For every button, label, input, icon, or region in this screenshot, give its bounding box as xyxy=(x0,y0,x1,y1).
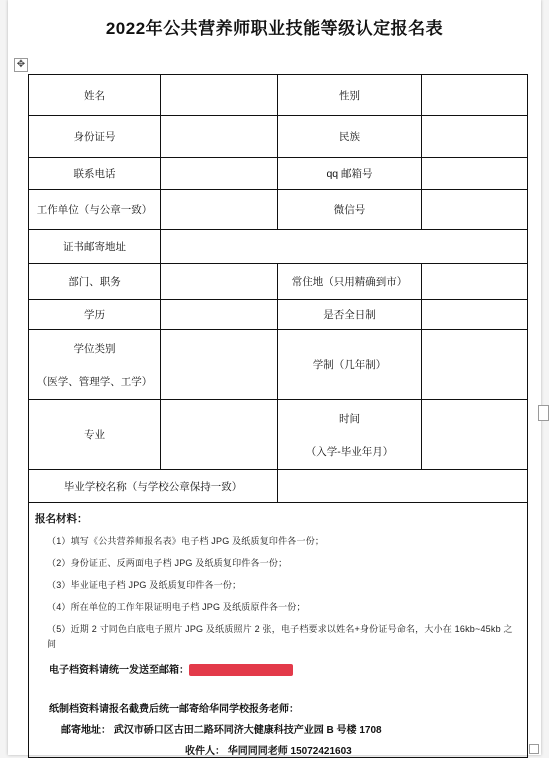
gender-label: 性别 xyxy=(278,75,422,116)
school-system-field[interactable] xyxy=(422,330,528,400)
qq-email-field[interactable] xyxy=(422,158,528,190)
qq-email-label: qq 邮箱号 xyxy=(278,158,422,190)
table-row xyxy=(29,190,528,230)
table-row xyxy=(29,116,528,158)
registration-form-table xyxy=(28,74,528,758)
cert-address-field[interactable] xyxy=(161,230,528,264)
wechat-label: 微信号 xyxy=(278,190,422,230)
page-title: 2022年公共营养师职业技能等级认定报名表 xyxy=(105,19,444,38)
school-name-label: 毕业学校名称（与学校公章保持一致） xyxy=(29,470,278,503)
major-field[interactable] xyxy=(161,400,278,470)
education-label: 学历 xyxy=(29,300,161,330)
mail-heading: 纸制档资料请报名截费后统一邮寄给华同学校报务老师： xyxy=(49,704,299,716)
id-number-label: 身份证号 xyxy=(29,116,161,158)
email-label: 电子档资料请统一发送至邮箱： xyxy=(49,665,189,676)
ethnicity-label: 民族 xyxy=(278,116,422,158)
material-item: （2）身份证正、反两面电子档 JPG 及纸质复印件各一份； xyxy=(47,558,288,568)
resize-handle-icon[interactable] xyxy=(538,405,549,421)
redacted-email xyxy=(189,664,293,676)
time-field[interactable] xyxy=(422,400,528,470)
table-resize-handle-icon[interactable] xyxy=(529,744,539,754)
major-label: 专业 xyxy=(29,400,161,470)
degree-field[interactable] xyxy=(161,330,278,400)
table-row xyxy=(29,264,528,300)
education-field[interactable] xyxy=(161,300,278,330)
department-label: 部门、职务 xyxy=(29,264,161,300)
name-label: 姓名 xyxy=(29,75,161,116)
name-field[interactable] xyxy=(161,75,278,116)
table-row xyxy=(29,158,528,190)
table-row xyxy=(29,470,528,503)
degree-label xyxy=(29,330,161,400)
table-row xyxy=(29,330,528,400)
material-item: （1）填写《公共营养师报名表》电子档 JPG 及纸质复印件各一份； xyxy=(47,536,325,546)
material-item: （3）毕业证电子档 JPG 及纸质复印件各一份； xyxy=(47,580,242,590)
work-unit-label: 工作单位（与公章一致） xyxy=(29,190,161,230)
degree-label-line2: （医学、管理学、工学） xyxy=(36,375,153,388)
cert-address-label: 证书邮寄地址 xyxy=(29,230,161,264)
residence-label: 常住地（只用精确到市） xyxy=(278,264,422,300)
residence-field[interactable] xyxy=(422,264,528,300)
email-row xyxy=(49,661,521,676)
recipient: 收件人： 华同同同老师 15072421603 xyxy=(185,746,352,758)
document-page xyxy=(8,0,541,758)
fulltime-label: 是否全日制 xyxy=(278,300,422,330)
material-item: （4）所在单位的工作年限证明电子档 JPG 及纸质原件各一份； xyxy=(47,602,306,612)
phone-label: 联系电话 xyxy=(29,158,161,190)
materials-heading: 报名材料： xyxy=(35,513,88,525)
material-item: （5）近期 2 寸同色白底电子照片 JPG 及纸质照片 2 张，电子档要求以姓名+身份证号命名，大小在 16kb~45kb 之间 xyxy=(47,624,513,649)
school-name-field[interactable] xyxy=(278,470,528,503)
time-label-line2: （入学-毕业年月） xyxy=(305,445,394,458)
wechat-field[interactable] xyxy=(422,190,528,230)
mail-address: 邮寄地址： 武汉市硚口区古田二路环同济大健康科技产业园 B 号楼 1708 xyxy=(61,725,382,737)
table-row xyxy=(29,75,528,116)
table-row xyxy=(29,503,528,758)
time-label xyxy=(278,400,422,470)
ethnicity-field[interactable] xyxy=(422,116,528,158)
degree-label-line1: 学位类别 xyxy=(73,342,116,355)
table-row xyxy=(29,300,528,330)
department-field[interactable] xyxy=(161,264,278,300)
fulltime-field[interactable] xyxy=(422,300,528,330)
table-row xyxy=(29,230,528,264)
id-number-field[interactable] xyxy=(161,116,278,158)
materials-section xyxy=(29,503,528,758)
phone-field[interactable] xyxy=(161,158,278,190)
table-move-handle-icon[interactable]: ✥ xyxy=(14,58,28,72)
school-system-label: 学制（几年制） xyxy=(278,330,422,400)
work-unit-field[interactable] xyxy=(161,190,278,230)
table-row xyxy=(29,400,528,470)
gender-field[interactable] xyxy=(422,75,528,116)
time-label-line1: 时间 xyxy=(339,412,360,425)
